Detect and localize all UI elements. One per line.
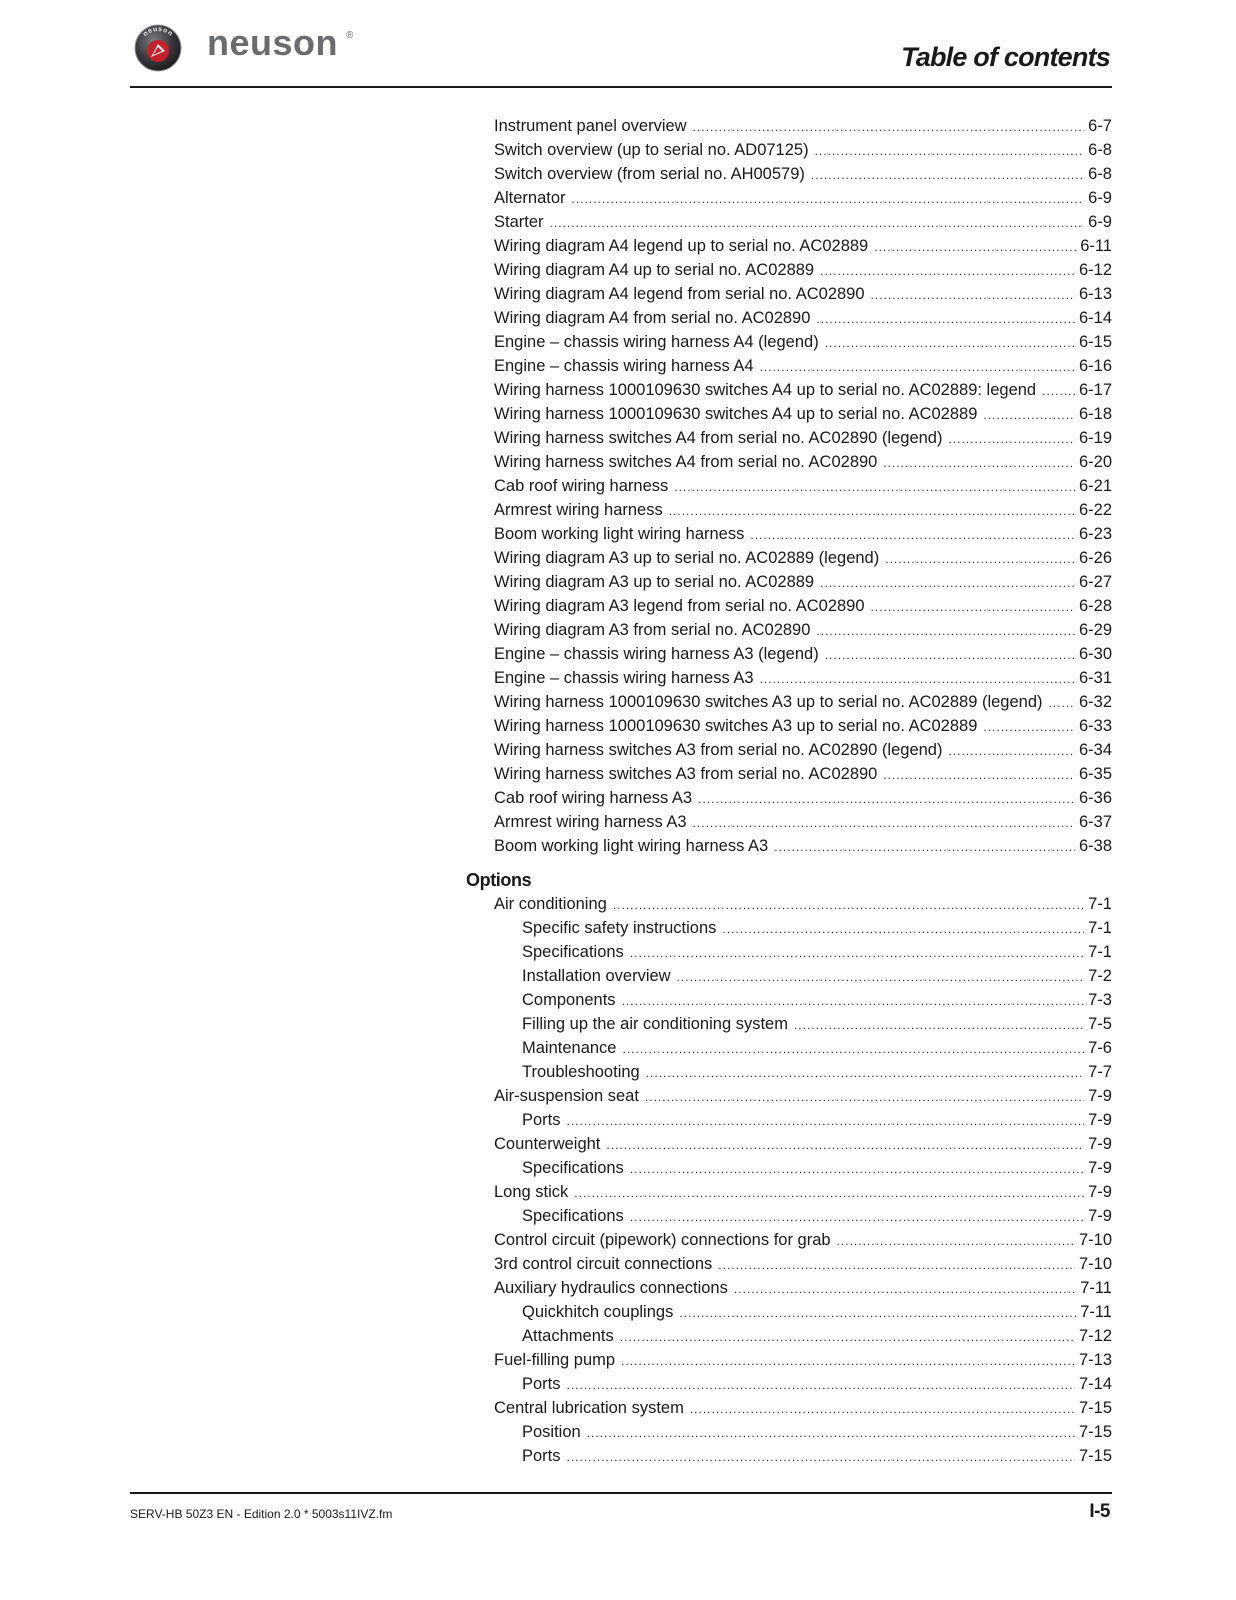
toc-entry-page: 6-27 bbox=[1078, 573, 1112, 591]
toc-entry-page: 7-12 bbox=[1078, 1327, 1112, 1345]
toc-entry-title: Wiring harness 1000109630 switches A3 up to serial no. AC02889 bbox=[494, 717, 978, 735]
toc-entry[interactable] bbox=[466, 892, 1112, 916]
toc-entry-title: Armrest wiring harness A3 bbox=[494, 813, 687, 831]
toc-dot-leader bbox=[606, 1133, 1084, 1157]
toc-entry-title: Wiring harness switches A4 from serial no. AC02890 bbox=[494, 453, 878, 471]
page-header bbox=[0, 0, 1236, 90]
toc-entry[interactable] bbox=[466, 162, 1112, 186]
toc-dot-leader bbox=[820, 571, 1075, 595]
toc-entry-title: Central lubrication system bbox=[494, 1399, 684, 1417]
toc-entry-page: 6-16 bbox=[1078, 357, 1112, 375]
toc-dot-leader bbox=[698, 787, 1075, 811]
footer-page-number: I-5 bbox=[1089, 1501, 1110, 1522]
toc-entry-title: Filling up the air conditioning system bbox=[522, 1015, 788, 1033]
toc-dot-leader bbox=[815, 139, 1085, 163]
toc-entry-page: 6-17 bbox=[1078, 381, 1112, 399]
toc-dot-leader bbox=[871, 283, 1075, 307]
toc-entry-page: 7-5 bbox=[1088, 1015, 1112, 1033]
toc-entry[interactable] bbox=[466, 186, 1112, 210]
toc-entry-page: 7-9 bbox=[1088, 1135, 1112, 1153]
toc-entry[interactable] bbox=[466, 330, 1112, 354]
toc-entry-page: 7-7 bbox=[1088, 1063, 1112, 1081]
toc-dot-leader bbox=[550, 211, 1085, 235]
toc-entry-page: 6-34 bbox=[1078, 741, 1112, 759]
toc-dot-leader bbox=[679, 1301, 1076, 1325]
toc-dot-leader bbox=[621, 1349, 1075, 1373]
toc-dot-leader bbox=[948, 427, 1075, 451]
toc-entry-page: 6-35 bbox=[1078, 765, 1112, 783]
toc-entry[interactable] bbox=[466, 1036, 1112, 1060]
toc-dot-leader bbox=[820, 259, 1075, 283]
toc-entry-page: 6-9 bbox=[1088, 213, 1112, 231]
table-of-contents bbox=[466, 114, 1112, 1468]
toc-entry-page: 6-19 bbox=[1078, 429, 1112, 447]
toc-dot-leader bbox=[722, 917, 1084, 941]
toc-entry[interactable] bbox=[466, 1276, 1112, 1300]
toc-dot-leader bbox=[885, 547, 1075, 571]
toc-entry-title: Instrument panel overview bbox=[494, 117, 687, 135]
toc-entry-page: 6-22 bbox=[1078, 501, 1112, 519]
toc-entry-page: 7-2 bbox=[1088, 967, 1112, 985]
toc-entry-title: Air-suspension seat bbox=[494, 1087, 639, 1105]
toc-dot-leader bbox=[816, 307, 1075, 331]
toc-dot-leader bbox=[825, 331, 1075, 355]
toc-entry-page: 6-8 bbox=[1088, 141, 1112, 159]
toc-entry[interactable] bbox=[466, 378, 1112, 402]
toc-entry-title: Wiring harness 1000109630 switches A3 up to serial no. AC02889 (legend) bbox=[494, 693, 1043, 711]
toc-entry-page: 7-14 bbox=[1078, 1375, 1112, 1393]
toc-entry-title: Wiring harness 1000109630 switches A4 up to serial no. AC02889 bbox=[494, 405, 978, 423]
toc-dot-leader bbox=[646, 1061, 1084, 1085]
toc-dot-leader bbox=[674, 475, 1075, 499]
page-title: Table of contents bbox=[901, 42, 1110, 72]
registered-mark: ® bbox=[346, 30, 354, 41]
toc-dot-leader bbox=[750, 523, 1075, 547]
toc-entry-page: 6-13 bbox=[1078, 285, 1112, 303]
toc-dot-leader bbox=[837, 1229, 1075, 1253]
toc-dot-leader bbox=[774, 835, 1075, 859]
toc-entry-page: 7-13 bbox=[1078, 1351, 1112, 1369]
toc-dot-leader bbox=[1049, 691, 1075, 715]
toc-entry[interactable] bbox=[466, 940, 1112, 964]
toc-entry-title: Wiring diagram A4 legend from serial no. AC02890 bbox=[494, 285, 865, 303]
toc-entry-title: Wiring harness 1000109630 switches A4 up to serial no. AC02889: legend bbox=[494, 381, 1037, 399]
toc-entry-title: Specifications bbox=[522, 1207, 624, 1225]
toc-dot-leader bbox=[567, 1445, 1075, 1469]
toc-entry-title: Wiring diagram A3 legend from serial no. AC02890 bbox=[494, 597, 865, 615]
toc-dot-leader bbox=[613, 893, 1084, 917]
toc-entry-page: 7-1 bbox=[1088, 895, 1112, 913]
toc-dot-leader bbox=[630, 941, 1084, 965]
toc-entry[interactable] bbox=[466, 714, 1112, 738]
toc-entry[interactable] bbox=[466, 354, 1112, 378]
toc-entry[interactable] bbox=[466, 1084, 1112, 1108]
toc-entry-page: 7-1 bbox=[1088, 943, 1112, 961]
toc-dot-leader bbox=[816, 619, 1075, 643]
toc-section-options bbox=[466, 892, 1112, 1468]
toc-entry[interactable] bbox=[466, 1324, 1112, 1348]
toc-entry[interactable] bbox=[466, 810, 1112, 834]
toc-dot-leader bbox=[622, 989, 1085, 1013]
toc-entry-page: 7-15 bbox=[1078, 1447, 1112, 1465]
toc-entry-page: 7-15 bbox=[1078, 1399, 1112, 1417]
toc-entry[interactable] bbox=[466, 1252, 1112, 1276]
header-divider bbox=[130, 86, 1112, 88]
toc-entry[interactable] bbox=[466, 1060, 1112, 1084]
toc-entry-title: Wiring diagram A3 up to serial no. AC02889 bbox=[494, 573, 815, 591]
toc-entry-title: Specific safety instructions bbox=[522, 919, 717, 937]
toc-entry-title: Installation overview bbox=[522, 967, 671, 985]
toc-entry[interactable] bbox=[466, 1156, 1112, 1180]
toc-entry-page: 6-33 bbox=[1078, 717, 1112, 735]
toc-entry-title: Engine – chassis wiring harness A3 (legend) bbox=[494, 645, 819, 663]
toc-entry[interactable] bbox=[466, 402, 1112, 426]
toc-entry-title: Ports bbox=[522, 1375, 561, 1393]
toc-entry-title: Switch overview (from serial no. AH00579) bbox=[494, 165, 805, 183]
toc-entry-title: Wiring harness switches A3 from serial no. AC02890 (legend) bbox=[494, 741, 943, 759]
toc-entry[interactable] bbox=[466, 786, 1112, 810]
toc-heading-options: Options bbox=[466, 870, 532, 890]
toc-entry-title: Wiring diagram A3 up to serial no. AC02889 (legend) bbox=[494, 549, 880, 567]
toc-entry-page: 6-20 bbox=[1078, 453, 1112, 471]
toc-entry[interactable] bbox=[466, 594, 1112, 618]
toc-dot-leader bbox=[620, 1325, 1075, 1349]
toc-entry-title: Wiring diagram A4 legend up to serial no. AC02889 bbox=[494, 237, 869, 255]
toc-dot-leader bbox=[883, 451, 1075, 475]
toc-entry[interactable] bbox=[466, 498, 1112, 522]
toc-entry-page: 6-9 bbox=[1088, 189, 1112, 207]
toc-entry-page: 7-6 bbox=[1088, 1039, 1112, 1057]
toc-entry-page: 7-9 bbox=[1088, 1207, 1112, 1225]
toc-entry[interactable] bbox=[466, 1132, 1112, 1156]
toc-entry[interactable] bbox=[466, 1300, 1112, 1324]
toc-dot-leader bbox=[760, 667, 1075, 691]
toc-dot-leader bbox=[693, 115, 1085, 139]
toc-entry[interactable] bbox=[466, 1372, 1112, 1396]
toc-entry[interactable] bbox=[466, 964, 1112, 988]
toc-entry-page: 6-21 bbox=[1078, 477, 1112, 495]
toc-entry[interactable] bbox=[466, 570, 1112, 594]
toc-entry[interactable] bbox=[466, 282, 1112, 306]
toc-entry-page: 6-37 bbox=[1078, 813, 1112, 831]
toc-entry[interactable] bbox=[466, 1228, 1112, 1252]
toc-entry[interactable] bbox=[466, 1180, 1112, 1204]
toc-entry[interactable] bbox=[466, 210, 1112, 234]
toc-dot-leader bbox=[567, 1109, 1085, 1133]
toc-entry[interactable] bbox=[466, 1012, 1112, 1036]
toc-dot-leader bbox=[677, 965, 1085, 989]
toc-dot-leader bbox=[690, 1397, 1075, 1421]
toc-entry-title: Auxiliary hydraulics connections bbox=[494, 1279, 728, 1297]
toc-dot-leader bbox=[871, 595, 1075, 619]
toc-entry-title: Boom working light wiring harness bbox=[494, 525, 745, 543]
toc-dot-leader bbox=[983, 403, 1075, 427]
toc-entry-page: 6-23 bbox=[1078, 525, 1112, 543]
toc-entry[interactable] bbox=[466, 988, 1112, 1012]
toc-entry-page: 6-26 bbox=[1078, 549, 1112, 567]
toc-dot-leader bbox=[630, 1205, 1084, 1229]
toc-entry-title: 3rd control circuit connections bbox=[494, 1255, 713, 1273]
toc-entry-page: 7-3 bbox=[1088, 991, 1112, 1009]
toc-entry-title: Switch overview (up to serial no. AD07125) bbox=[494, 141, 809, 159]
toc-entry[interactable] bbox=[466, 1420, 1112, 1444]
toc-dot-leader bbox=[734, 1277, 1076, 1301]
toc-entry-title: Wiring diagram A4 up to serial no. AC02889 bbox=[494, 261, 815, 279]
toc-dot-leader bbox=[622, 1037, 1084, 1061]
toc-dot-leader bbox=[825, 643, 1075, 667]
toc-entry-title: Control circuit (pipework) connections for grab bbox=[494, 1231, 831, 1249]
toc-entry-title: Cab roof wiring harness A3 bbox=[494, 789, 693, 807]
footer-divider bbox=[130, 1492, 1112, 1494]
toc-entry[interactable] bbox=[466, 450, 1112, 474]
toc-entry[interactable] bbox=[466, 546, 1112, 570]
toc-entry[interactable] bbox=[466, 1396, 1112, 1420]
toc-entry-title: Maintenance bbox=[522, 1039, 617, 1057]
toc-entry-title: Position bbox=[522, 1423, 581, 1441]
toc-entry-title: Wiring harness switches A4 from serial no. AC02890 (legend) bbox=[494, 429, 943, 447]
toc-entry[interactable] bbox=[466, 522, 1112, 546]
toc-dot-leader bbox=[883, 763, 1075, 787]
toc-entry-page: 6-11 bbox=[1080, 237, 1112, 255]
toc-entry-page: 7-9 bbox=[1088, 1183, 1112, 1201]
toc-entry-title: Quickhitch couplings bbox=[522, 1303, 674, 1321]
toc-entry-page: 6-12 bbox=[1078, 261, 1112, 279]
toc-entry-page: 6-38 bbox=[1078, 837, 1112, 855]
toc-dot-leader bbox=[983, 715, 1075, 739]
toc-entry[interactable] bbox=[466, 114, 1112, 138]
toc-entry-page: 6-15 bbox=[1078, 333, 1112, 351]
toc-section-wiring bbox=[466, 114, 1112, 858]
toc-entry-page: 7-11 bbox=[1080, 1303, 1112, 1321]
toc-entry-title: Engine – chassis wiring harness A4 (legend) bbox=[494, 333, 819, 351]
toc-dot-leader bbox=[567, 1373, 1075, 1397]
toc-dot-leader bbox=[794, 1013, 1084, 1037]
toc-entry-title: Starter bbox=[494, 213, 544, 231]
toc-entry-title: Specifications bbox=[522, 943, 624, 961]
toc-dot-leader bbox=[948, 739, 1075, 763]
toc-entry-title: Ports bbox=[522, 1111, 561, 1129]
toc-entry-title: Ports bbox=[522, 1447, 561, 1465]
toc-entry-page: 6-29 bbox=[1078, 621, 1112, 639]
toc-entry[interactable] bbox=[466, 474, 1112, 498]
toc-entry[interactable] bbox=[466, 138, 1112, 162]
toc-entry-page: 7-15 bbox=[1078, 1423, 1112, 1441]
toc-entry-title: Troubleshooting bbox=[522, 1063, 640, 1081]
toc-dot-leader bbox=[811, 163, 1084, 187]
toc-dot-leader bbox=[760, 355, 1075, 379]
toc-entry-page: 6-18 bbox=[1078, 405, 1112, 423]
toc-dot-leader bbox=[669, 499, 1075, 523]
toc-entry[interactable] bbox=[466, 1444, 1112, 1468]
toc-dot-leader bbox=[874, 235, 1076, 259]
toc-entry-title: Engine – chassis wiring harness A4 bbox=[494, 357, 754, 375]
toc-entry[interactable] bbox=[466, 618, 1112, 642]
toc-entry-title: Wiring diagram A3 from serial no. AC02890 bbox=[494, 621, 811, 639]
toc-entry[interactable] bbox=[466, 834, 1112, 858]
toc-entry-page: 7-10 bbox=[1078, 1231, 1112, 1249]
toc-entry-page: 7-9 bbox=[1088, 1159, 1112, 1177]
toc-entry-title: Air conditioning bbox=[494, 895, 607, 913]
toc-entry-page: 6-31 bbox=[1078, 669, 1112, 687]
toc-entry[interactable] bbox=[466, 1204, 1112, 1228]
toc-entry[interactable] bbox=[466, 690, 1112, 714]
toc-entry-page: 6-7 bbox=[1088, 117, 1112, 135]
toc-dot-leader bbox=[645, 1085, 1084, 1109]
toc-entry-page: 7-9 bbox=[1088, 1111, 1112, 1129]
toc-dot-leader bbox=[630, 1157, 1084, 1181]
toc-entry-title: Specifications bbox=[522, 1159, 624, 1177]
toc-entry-title: Alternator bbox=[494, 189, 566, 207]
toc-entry[interactable] bbox=[466, 666, 1112, 690]
toc-entry-title: Boom working light wiring harness A3 bbox=[494, 837, 769, 855]
toc-dot-leader bbox=[693, 811, 1075, 835]
toc-dot-leader bbox=[1042, 379, 1075, 403]
svg-text:neuson: neuson bbox=[141, 25, 175, 39]
toc-entry-page: 7-1 bbox=[1088, 919, 1112, 937]
toc-entry[interactable] bbox=[466, 642, 1112, 666]
toc-entry-page: 6-14 bbox=[1078, 309, 1112, 327]
toc-entry[interactable] bbox=[466, 258, 1112, 282]
toc-dot-leader bbox=[572, 187, 1085, 211]
brand-name: neuson bbox=[207, 22, 339, 63]
toc-entry-title: Long stick bbox=[494, 1183, 569, 1201]
toc-entry-page: 6-32 bbox=[1078, 693, 1112, 711]
toc-entry[interactable] bbox=[466, 426, 1112, 450]
toc-entry[interactable] bbox=[466, 738, 1112, 762]
toc-entry-page: 6-30 bbox=[1078, 645, 1112, 663]
toc-entry[interactable] bbox=[466, 1348, 1112, 1372]
toc-entry-title: Counterweight bbox=[494, 1135, 601, 1153]
footer-document-id: SERV-HB 50Z3 EN - Edition 2.0 * 5003s11IVZ.fm bbox=[130, 1507, 393, 1521]
toc-entry[interactable] bbox=[466, 306, 1112, 330]
toc-entry-title: Armrest wiring harness bbox=[494, 501, 663, 519]
toc-dot-leader bbox=[718, 1253, 1075, 1277]
toc-entry-page: 6-8 bbox=[1088, 165, 1112, 183]
toc-entry-title: Attachments bbox=[522, 1327, 614, 1345]
toc-dot-leader bbox=[574, 1181, 1084, 1205]
toc-entry-title: Fuel-filling pump bbox=[494, 1351, 616, 1369]
toc-entry-page: 7-11 bbox=[1080, 1279, 1112, 1297]
toc-entry[interactable] bbox=[466, 1108, 1112, 1132]
toc-entry-title: Wiring harness switches A3 from serial no. AC02890 bbox=[494, 765, 878, 783]
toc-entry[interactable] bbox=[466, 234, 1112, 258]
toc-entry-title: Components bbox=[522, 991, 616, 1009]
toc-entry-title: Engine – chassis wiring harness A3 bbox=[494, 669, 754, 687]
toc-entry-title: Cab roof wiring harness bbox=[494, 477, 669, 495]
toc-entry-title: Wiring diagram A4 from serial no. AC02890 bbox=[494, 309, 811, 327]
toc-entry[interactable] bbox=[466, 762, 1112, 786]
toc-entry-page: 6-36 bbox=[1078, 789, 1112, 807]
toc-entry-page: 7-9 bbox=[1088, 1087, 1112, 1105]
neuson-logo-icon bbox=[134, 24, 182, 72]
toc-entry-page: 7-10 bbox=[1078, 1255, 1112, 1273]
toc-entry-page: 6-28 bbox=[1078, 597, 1112, 615]
toc-dot-leader bbox=[587, 1421, 1075, 1445]
toc-entry[interactable] bbox=[466, 916, 1112, 940]
